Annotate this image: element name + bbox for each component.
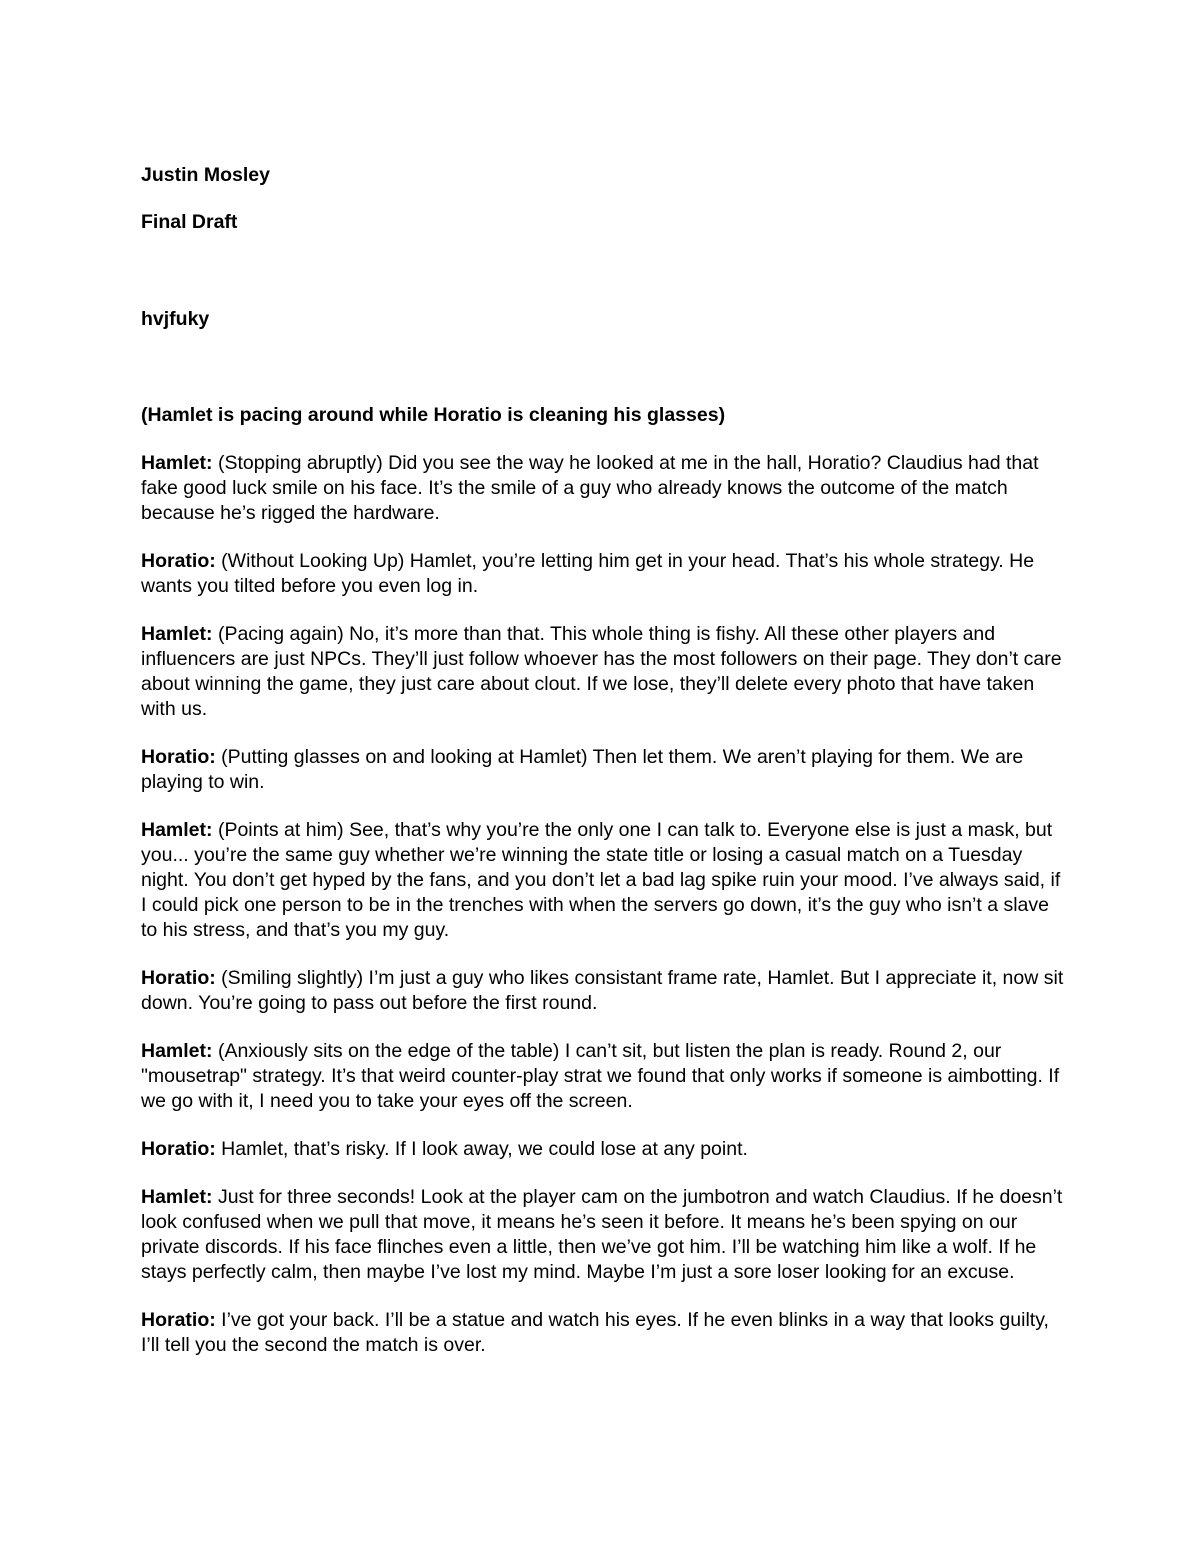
dialogue-paragraph — [141, 745, 1066, 795]
dialogue-paragraph — [141, 1137, 1066, 1162]
dialogue-text: (Putting glasses on and looking at Hamlet) Then let them. We aren’t playing for them. We are playing to win. — [141, 746, 1024, 793]
dialogue-paragraph — [141, 1308, 1066, 1358]
dialogue-text: (Without Looking Up) Hamlet, you’re letting him get in your head. That’s his whole strategy. He wants you tilted before you even log in. — [141, 550, 1035, 597]
speaker-name: Hamlet: — [141, 1040, 213, 1062]
speaker-name: Horatio: — [141, 1309, 216, 1331]
draft-label: Final Draft — [141, 211, 238, 233]
dialogue-text: Just for three seconds! Look at the player cam on the jumbotron and watch Claudius. If he doesn’t look confused when we pull that move, it means he’s seen it before. It means he’s been spying on our private discords. If his face flinches even a little, then we’ve got him. I’ll be watching him like a wolf. If he stays perfectly calm, then maybe I’ve lost my mind. Maybe I’m just a sore loser looking for an excuse. — [141, 1186, 1063, 1283]
stage-direction: (Hamlet is pacing around while Horatio is cleaning his glasses) — [141, 404, 726, 426]
dialogue-text: (Stopping abruptly) Did you see the way he looked at me in the hall, Horatio? Claudius had that fake good luck smile on his face. It’s the smile of a guy who already knows the outcome of the match because he’s rigged the hardware. — [141, 452, 1039, 524]
dialogue-paragraph — [141, 549, 1066, 599]
speaker-name: Horatio: — [141, 746, 216, 768]
dialogue-text: (Smiling slightly) I’m just a guy who likes consistant frame rate, Hamlet. But I appreciate it, now sit down. You’re going to pass out before the first round. — [141, 967, 1064, 1014]
code-text: hvjfuky — [141, 308, 210, 330]
dialogue-paragraph — [141, 451, 1066, 526]
speaker-name: Horatio: — [141, 967, 216, 989]
speaker-name: Hamlet: — [141, 452, 213, 474]
dialogue-paragraph — [141, 1185, 1066, 1285]
dialogue-text: Hamlet, that’s risky. If I look away, we could lose at any point. — [215, 1138, 748, 1160]
speaker-name: Hamlet: — [141, 819, 213, 841]
speaker-name: Hamlet: — [141, 623, 213, 645]
author-name: Justin Mosley — [141, 164, 270, 186]
dialogue-text: (Pacing again) No, it’s more than that. This whole thing is fishy. All these other players and influencers are just NPCs. They’ll just follow whoever has the most followers on their page. They don’t care about winning the game, they just care about clout. If we lose, they’ll delete every photo that have taken with us. — [141, 623, 1062, 720]
dialogue-paragraph — [141, 622, 1066, 722]
dialogue-paragraph — [141, 966, 1066, 1016]
dialogue-paragraph — [141, 818, 1066, 943]
document-page — [141, 163, 1066, 1358]
dialogue-text: (Anxiously sits on the edge of the table) I can’t sit, but listen the plan is ready. Round 2, our "mousetrap" strategy. It’s that weird counter-play strat we found that only works if someone is aimbotting. If we go with it, I need you to take your eyes off the screen. — [141, 1040, 1060, 1112]
speaker-name: Horatio: — [141, 1138, 216, 1160]
dialogue-paragraph — [141, 1039, 1066, 1114]
dialogue-text: (Points at him) See, that’s why you’re the only one I can talk to. Everyone else is just a mask, but you... you’re the same guy whether we’re winning the state title or losing a casual match on a Tuesday night. You don’t get hyped by the fans, and you don’t let a bad lag spike ruin your mood. I’ve always said, if I could pick one person to be in the trenches with when the servers go down, it’s the guy who isn’t a slave to his stress, and that’s you my guy. — [141, 819, 1061, 941]
speaker-name: Hamlet: — [141, 1186, 213, 1208]
speaker-name: Horatio: — [141, 550, 216, 572]
dialogue-text: I’ve got your back. I’ll be a statue and watch his eyes. If he even blinks in a way that looks guilty, I’ll tell you the second the match is over. — [141, 1309, 1049, 1356]
